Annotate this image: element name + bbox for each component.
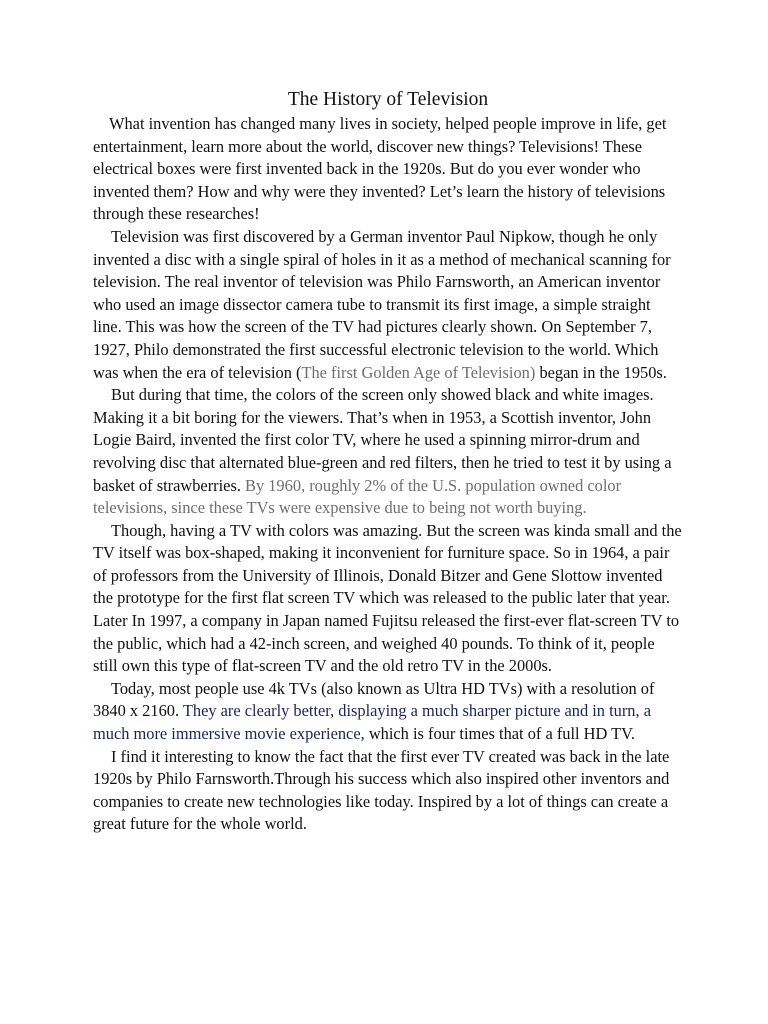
paragraph-intro	[93, 113, 683, 226]
paragraph-text: I find it interesting to know the fact that the first ever TV created was back in the late 1920s by Philo Farnsworth.Through his success which also inspired other inventors and companies to create new technologies like today. Inspired by a lot of things can create a great future for the whole world.	[93, 746, 670, 834]
paragraph-text: Television was first discovered by a German inventor Paul Nipkow, though he only invented a disc with a single spiral of holes in it as a method of mechanical scanning for television. The real inventor of television was Philo Farnsworth, an American inventor who used an image dissector camera tube to transmit its first image, a simple straight line. This was how the screen of the TV had pictures clearly shown. On September 7, 1927, Philo demonstrated the first successful electronic television to the world. Which was when the era of television (	[93, 226, 671, 382]
highlighted-phrase-golden-age: The first Golden Age of Television)	[301, 362, 536, 382]
paragraph-text: began in the 1950s.	[535, 362, 667, 382]
paragraph-text: Today, most people use 4k TVs (also known as Ultra HD TVs) with a resolution of 3840 x 2160.	[93, 678, 655, 721]
paragraph-today	[93, 678, 683, 746]
quoted-statistic: By 1960, roughly 2% of the U.S. population owned color televisions, since these TVs were expensive due to being not worth buying.	[93, 475, 622, 518]
paragraph-text: What invention has changed many lives in society, helped people improve in life, get entertainment, learn more about the world, discover new things? Televisions! These electrical boxes were first invented back in the 1920s. But do you ever wonder who invented them? How and why were they invented? Let’s learn the history of televisions through these researches!	[93, 114, 667, 224]
paragraph-text: which is four times that of a full HD TV.	[364, 724, 635, 744]
document-title: The History of Television	[287, 89, 489, 110]
document-page	[93, 88, 683, 836]
paragraph-flat-screen	[93, 520, 683, 678]
paragraph-text: But during that time, the colors of the screen only showed black and white images. Making it a bit boring for the viewers. That’s when in 1953, a Scottish inventor, John Logie Baird, invented the first color TV, where he used a spinning mirror-drum and revolving disc that alternated blue-green and red filters, then he tried to test it by using a basket of strawberries.	[93, 385, 672, 495]
paragraph-discovery	[93, 226, 683, 384]
quoted-phrase: They are clearly better, displaying a much sharper picture and in turn, a much more immersive movie experience,	[93, 701, 651, 744]
paragraph-conclusion	[93, 746, 683, 836]
paragraph-text: Though, having a TV with colors was amazing. But the screen was kinda small and the TV itself was box-shaped, making it inconvenient for furniture space. So in 1964, a pair of professors from the University of Illinois, Donald Bitzer and Gene Slottow invented the prototype for the first flat screen TV which was released to the public later that year. Later In 1997, a company in Japan named Fujitsu released the first-ever flat-screen TV to the public, which had a 42-inch screen, and weighed 40 pounds. To think of it, people still own this type of flat-screen TV and the old retro TV in the 2000s.	[93, 520, 682, 676]
paragraph-color-tv	[93, 384, 683, 520]
